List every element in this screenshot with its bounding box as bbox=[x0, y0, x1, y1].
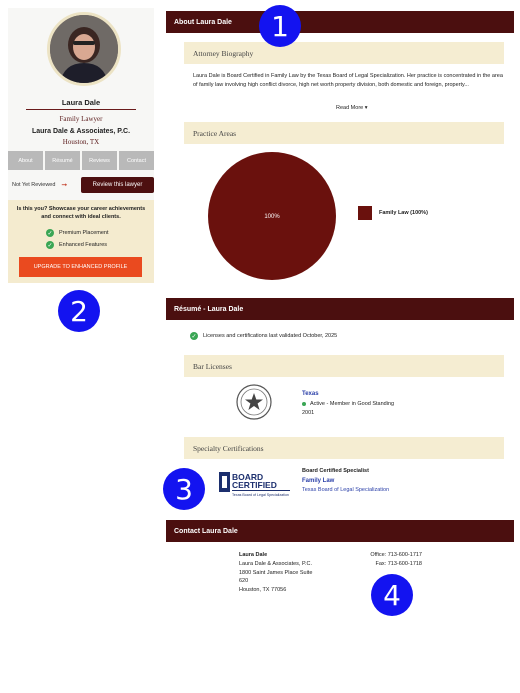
contact-address-line: 1800 Saint James Place Suite bbox=[239, 569, 313, 576]
texas-seal-icon bbox=[236, 384, 272, 420]
bar-licenses-title: Bar Licenses bbox=[184, 355, 504, 377]
arrow-right-icon: ➞ bbox=[61, 182, 68, 189]
promo-text: Is this you? Showcase your career achievements and connect with ideal clients. bbox=[16, 206, 146, 220]
about-header: About Laura Dale bbox=[166, 11, 514, 33]
pie-slice-label: 100% bbox=[264, 214, 280, 220]
marker-1: 1 bbox=[259, 5, 301, 47]
feature-premium bbox=[46, 229, 109, 237]
fax-number: Fax: 713-600-1718 bbox=[375, 560, 422, 567]
logo-certified-text: CERTIFIED bbox=[232, 480, 277, 490]
bar-state-link[interactable]: Texas bbox=[302, 391, 319, 397]
marker-3: 3 bbox=[163, 468, 205, 510]
firm-city: Houston, TX bbox=[62, 138, 100, 146]
contact-name: Laura Dale bbox=[239, 552, 268, 558]
marker-4: 4 bbox=[371, 574, 413, 616]
resume-header: Résumé - Laura Dale bbox=[166, 298, 514, 320]
check-icon: ✓ bbox=[191, 333, 197, 340]
feature-label: Enhanced Features bbox=[59, 242, 108, 248]
tab-resume[interactable]: Résumé bbox=[45, 151, 80, 170]
logo-sub-text: Texas Board of Legal Specialization bbox=[232, 493, 289, 497]
read-more-link[interactable]: Read More ▾ bbox=[336, 105, 368, 111]
bio-title: Attorney Biography bbox=[184, 42, 504, 64]
review-lawyer-button[interactable]: Review this lawyer bbox=[81, 177, 154, 193]
profile-tabs bbox=[8, 151, 154, 170]
lawyer-name: Laura Dale bbox=[61, 98, 101, 107]
contact-firm: Laura Dale & Associates, P.C. bbox=[239, 560, 312, 567]
practice-areas-chart bbox=[206, 150, 338, 282]
divider bbox=[26, 109, 136, 110]
tab-about[interactable]: About bbox=[8, 151, 43, 170]
profile-sidebar bbox=[8, 8, 154, 283]
board-certified-logo bbox=[219, 471, 291, 499]
contact-header: Contact Laura Dale bbox=[166, 520, 514, 542]
marker-2: 2 bbox=[58, 290, 100, 332]
not-reviewed-label: Not Yet Reviewed bbox=[12, 182, 56, 188]
feature-enhanced bbox=[46, 241, 107, 249]
legend-label: Family Law (100%) bbox=[379, 210, 428, 216]
bar-year: 2001 bbox=[302, 410, 315, 416]
avatar bbox=[47, 12, 121, 86]
check-icon: ✓ bbox=[47, 230, 53, 237]
upgrade-promo bbox=[8, 200, 154, 283]
review-row bbox=[12, 177, 154, 193]
bar-status bbox=[302, 401, 394, 407]
practice-title: Practice Areas bbox=[184, 122, 504, 144]
tab-contact[interactable]: Contact bbox=[119, 151, 154, 170]
cert-org-link[interactable]: Texas Board of Legal Specialization bbox=[302, 487, 390, 493]
tab-reviews[interactable]: Reviews bbox=[82, 151, 117, 170]
cert-title: Board Certified Specialist bbox=[302, 468, 369, 474]
contact-address-line: Houston, TX 77056 bbox=[239, 587, 287, 594]
cert-area-link[interactable]: Family Law bbox=[302, 478, 335, 484]
contact-phones bbox=[352, 551, 422, 569]
validated-note bbox=[190, 332, 337, 340]
firm-name: Laura Dale & Associates, P.C. bbox=[31, 128, 131, 135]
chart-legend bbox=[358, 206, 428, 220]
office-phone[interactable]: Office: 713-600-1717 bbox=[370, 552, 422, 558]
feature-label: Premium Placement bbox=[59, 230, 109, 236]
logo-board-text: BOARD bbox=[232, 472, 264, 482]
status-dot-icon bbox=[302, 402, 306, 406]
specialty-title: Specialty Certifications bbox=[184, 437, 504, 459]
lawyer-role: Family Lawyer bbox=[59, 115, 103, 123]
legend-swatch bbox=[358, 206, 372, 220]
contact-address bbox=[239, 551, 312, 595]
upgrade-button[interactable]: UPGRADE TO ENHANCED PROFILE bbox=[19, 257, 142, 277]
contact-address-line: 620 bbox=[239, 578, 249, 585]
check-icon: ✓ bbox=[47, 242, 53, 249]
validated-text: Licenses and certifications last validated October, 2025 bbox=[203, 333, 338, 339]
bio-text: Laura Dale is Board Certified in Family Law by the Texas Board of Legal Specialization. Her practice is concentrated in the area of family law involving high conflict divorce, high net worth property division, both domestic and foreign, property... bbox=[193, 73, 503, 88]
bar-status-text: Active - Member in Good Standing bbox=[310, 401, 395, 407]
